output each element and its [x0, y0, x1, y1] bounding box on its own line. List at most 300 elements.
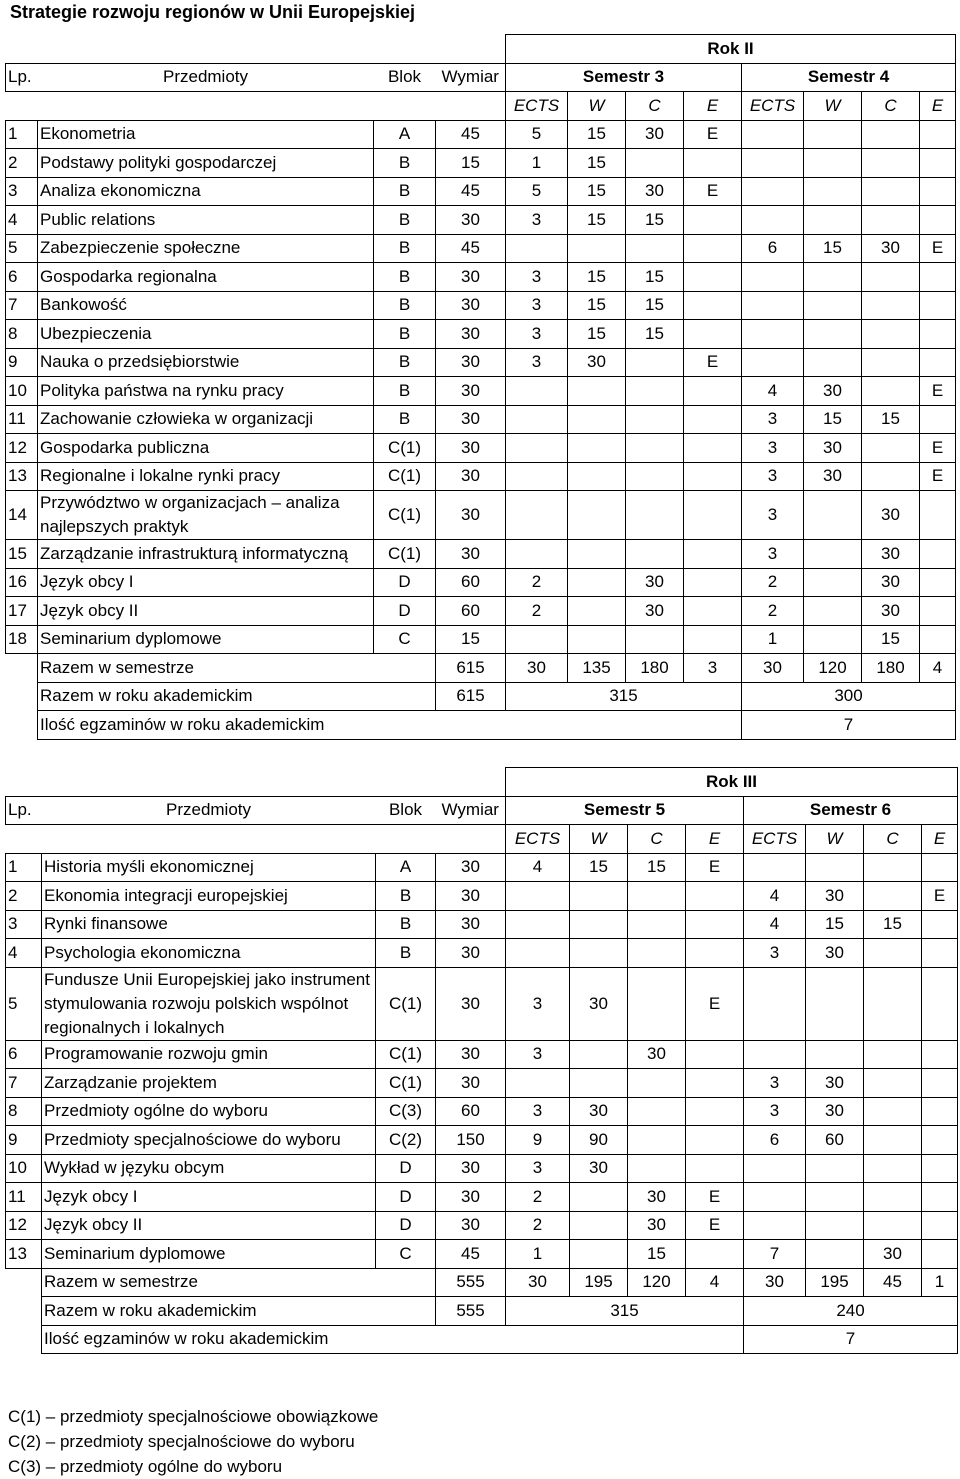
exercise-cell [626, 377, 684, 406]
exam-cell [684, 568, 742, 597]
lecture-cell [570, 910, 628, 939]
ects-cell [506, 462, 568, 491]
exam-cell [684, 597, 742, 626]
block-header: Blok [376, 796, 436, 825]
hours-cell: 30 [436, 405, 506, 434]
ects-cell [744, 1211, 806, 1240]
lecture-cell: 15 [568, 120, 626, 149]
ects-cell: 1 [742, 625, 804, 654]
footnotes [8, 1404, 378, 1479]
exercise-cell: 15 [628, 853, 686, 882]
exam-cell [922, 939, 958, 968]
footnote: C(1) – przedmioty specjalnościowe obowiązkowe [8, 1407, 379, 1426]
exam-cell [920, 540, 956, 569]
lecture-header: W [570, 825, 628, 854]
ects-cell: 3 [506, 320, 568, 349]
exam-cell [920, 149, 956, 178]
year-total-label: Razem w roku akademickim [38, 682, 436, 711]
subject-name-cell: Zabezpieczenie społeczne [38, 234, 374, 263]
exercise-cell [864, 939, 922, 968]
subject-name-cell: Ekonomia integracji europejskiej [42, 882, 376, 911]
course-row [6, 1154, 958, 1183]
exercise-cell [862, 434, 920, 463]
total-cell: 135 [568, 654, 626, 683]
subject-name-cell: Nauka o przedsiębiorstwie [38, 348, 374, 377]
exercise-cell [862, 206, 920, 235]
block-cell: B [374, 177, 436, 206]
hours-cell: 30 [436, 263, 506, 292]
exercise-cell [628, 1069, 686, 1098]
ects-cell: 3 [506, 1154, 570, 1183]
course-row [6, 853, 958, 882]
exercise-cell: 15 [626, 206, 684, 235]
block-cell: C [376, 1240, 436, 1269]
hours-cell: 45 [436, 177, 506, 206]
hours-cell: 30 [436, 853, 506, 882]
subject-name-cell: Gospodarka publiczna [38, 434, 374, 463]
ects-cell [506, 939, 570, 968]
sub-header-row [6, 825, 958, 854]
ects-cell [506, 1069, 570, 1098]
ects-cell [742, 263, 804, 292]
lecture-header: W [804, 92, 862, 121]
exercise-cell [864, 1154, 922, 1183]
exam-count-value: 7 [744, 1325, 958, 1354]
hours-cell: 30 [436, 540, 506, 569]
exam-cell [684, 625, 742, 654]
exam-cell [920, 597, 956, 626]
block-cell: C(1) [374, 434, 436, 463]
ects-cell [506, 234, 568, 263]
semester-total-row [6, 1268, 958, 1297]
block-cell: B [374, 263, 436, 292]
block-cell: B [376, 910, 436, 939]
block-cell: A [374, 120, 436, 149]
block-cell: D [374, 597, 436, 626]
page-title: Strategie rozwoju regionów w Unii Europejskiej [10, 2, 416, 22]
ects-cell [506, 625, 568, 654]
exam-cell [684, 462, 742, 491]
exam-cell [684, 234, 742, 263]
ects-cell: 3 [744, 1069, 806, 1098]
exercise-cell: 30 [628, 1040, 686, 1069]
course-row [6, 1240, 958, 1269]
hours-cell: 30 [436, 348, 506, 377]
exam-cell [686, 1240, 744, 1269]
ects-header: ECTS [742, 92, 804, 121]
lecture-cell [568, 462, 626, 491]
course-row [6, 291, 956, 320]
ects-cell [506, 491, 568, 540]
subject-name-cell: Język obcy I [38, 568, 374, 597]
semester-a-ects-total: 315 [506, 1297, 744, 1326]
exercise-cell [628, 1126, 686, 1155]
exercise-cell: 15 [862, 405, 920, 434]
year-total-hours: 555 [436, 1297, 506, 1326]
total-hours: 615 [436, 654, 506, 683]
block-cell: B [374, 206, 436, 235]
subject-name-cell: Zarządzanie projektem [42, 1069, 376, 1098]
exercise-cell [862, 348, 920, 377]
subjects-header: Przedmioty [38, 63, 374, 92]
lecture-cell: 15 [804, 234, 862, 263]
ects-cell [744, 853, 806, 882]
subject-name-cell: Zarządzanie infrastrukturą informatyczną [38, 540, 374, 569]
row-number-cell: 12 [6, 434, 38, 463]
hours-cell: 30 [436, 1040, 506, 1069]
total-cell: 3 [684, 654, 742, 683]
exercise-cell: 30 [626, 177, 684, 206]
exam-cell [686, 1097, 744, 1126]
total-cell: 120 [804, 654, 862, 683]
lecture-cell: 30 [570, 967, 628, 1040]
lecture-cell [804, 206, 862, 235]
hours-cell: 30 [436, 491, 506, 540]
exercise-cell: 30 [864, 1240, 922, 1269]
ects-cell: 4 [506, 853, 570, 882]
row-number-cell: 3 [6, 177, 38, 206]
block-cell: B [374, 291, 436, 320]
ects-cell [506, 910, 570, 939]
total-cell: 195 [806, 1268, 864, 1297]
exercise-cell: 30 [862, 568, 920, 597]
exam-cell [684, 434, 742, 463]
row-number-cell: 8 [6, 320, 38, 349]
hours-header: Wymiar [436, 796, 506, 825]
block-cell: C(3) [376, 1097, 436, 1126]
lecture-cell [804, 320, 862, 349]
row-number-cell: 11 [6, 405, 38, 434]
exercise-cell [862, 291, 920, 320]
subject-name-cell: Seminarium dyplomowe [42, 1240, 376, 1269]
exam-cell [922, 910, 958, 939]
total-cell: 180 [862, 654, 920, 683]
block-cell: B [374, 320, 436, 349]
subject-name-cell: Programowanie rozwoju gmin [42, 1040, 376, 1069]
exam-cell: E [686, 967, 744, 1040]
exam-count-row [6, 1325, 958, 1354]
block-cell: B [376, 939, 436, 968]
lecture-cell [570, 882, 628, 911]
semester-a-ects-total: 315 [506, 682, 742, 711]
exam-cell [686, 1069, 744, 1098]
exam-cell: E [922, 882, 958, 911]
row-number-cell: 2 [6, 882, 42, 911]
ects-cell: 3 [506, 1097, 570, 1126]
subject-name-cell: Public relations [38, 206, 374, 235]
ects-cell: 2 [506, 568, 568, 597]
lecture-cell [568, 491, 626, 540]
row-number-cell: 11 [6, 1183, 42, 1212]
exam-cell: E [684, 348, 742, 377]
row-number-cell: 6 [6, 263, 38, 292]
subject-name-cell: Język obcy II [42, 1211, 376, 1240]
exam-cell: E [920, 462, 956, 491]
semester-b-ects-total: 300 [742, 682, 956, 711]
ects-cell [506, 540, 568, 569]
ects-cell: 5 [506, 120, 568, 149]
lecture-cell: 30 [804, 462, 862, 491]
year-header-row [6, 768, 958, 797]
lecture-cell [570, 939, 628, 968]
ects-cell: 2 [742, 568, 804, 597]
exam-cell [684, 405, 742, 434]
row-number-cell: 4 [6, 939, 42, 968]
curriculum-table-year-3 [5, 767, 958, 1354]
ects-cell [742, 120, 804, 149]
hours-cell: 60 [436, 568, 506, 597]
course-row [6, 206, 956, 235]
lecture-cell: 15 [806, 910, 864, 939]
lecture-cell: 15 [568, 149, 626, 178]
lecture-cell [804, 540, 862, 569]
ects-header: ECTS [506, 825, 570, 854]
ects-header: ECTS [744, 825, 806, 854]
subject-name-cell: Podstawy polityki gospodarczej [38, 149, 374, 178]
hours-cell: 30 [436, 1069, 506, 1098]
subject-name-cell: Historia myśli ekonomicznej [42, 853, 376, 882]
exercise-cell [864, 1211, 922, 1240]
course-row [6, 910, 958, 939]
subject-name-cell: Fundusze Unii Europejskiej jako instrument stymulowania rozwoju polskich wspólnot regionalnych i lokalnych [42, 967, 376, 1040]
ects-cell: 2 [506, 1183, 570, 1212]
hours-cell: 150 [436, 1126, 506, 1155]
total-cell: 4 [686, 1268, 744, 1297]
ects-cell: 3 [506, 263, 568, 292]
course-rows [6, 853, 958, 1268]
sub-header-row [6, 92, 956, 121]
block-cell: C(1) [374, 462, 436, 491]
course-rows [6, 120, 956, 654]
course-row [6, 597, 956, 626]
lecture-cell [570, 1183, 628, 1212]
lecture-cell: 90 [570, 1126, 628, 1155]
exam-count-label: Ilość egzaminów w roku akademickim [42, 1325, 744, 1354]
subject-name-cell: Przedmioty ogólne do wyboru [42, 1097, 376, 1126]
exercise-cell: 15 [626, 291, 684, 320]
exam-header: E [686, 825, 744, 854]
row-number-cell: 12 [6, 1211, 42, 1240]
exam-cell [686, 882, 744, 911]
row-number-cell: 5 [6, 967, 42, 1040]
ects-cell: 3 [506, 206, 568, 235]
exercise-cell [862, 320, 920, 349]
block-header: Blok [374, 63, 436, 92]
exam-cell [684, 263, 742, 292]
ects-cell [742, 291, 804, 320]
ects-cell: 1 [506, 149, 568, 178]
hours-cell: 30 [436, 1183, 506, 1212]
year-total-hours: 615 [436, 682, 506, 711]
subject-name-cell: Zachowanie człowieka w organizacji [38, 405, 374, 434]
exercise-cell: 15 [628, 1240, 686, 1269]
block-cell: C(1) [374, 540, 436, 569]
exam-cell [684, 149, 742, 178]
exercise-cell [864, 1126, 922, 1155]
ects-cell: 3 [742, 491, 804, 540]
row-number-cell: 13 [6, 462, 38, 491]
ects-cell [506, 882, 570, 911]
lecture-cell: 30 [806, 1097, 864, 1126]
footnote: C(3) – przedmioty ogólne do wyboru [8, 1457, 283, 1476]
exercise-cell: 30 [862, 597, 920, 626]
block-cell: D [376, 1154, 436, 1183]
lecture-cell [570, 1211, 628, 1240]
ects-cell [742, 320, 804, 349]
exam-cell [684, 540, 742, 569]
exam-cell [920, 120, 956, 149]
exercise-cell: 15 [862, 625, 920, 654]
lecture-cell: 15 [570, 853, 628, 882]
lecture-cell: 15 [568, 263, 626, 292]
exercise-header: C [864, 825, 922, 854]
lecture-cell [806, 1211, 864, 1240]
subject-name-cell: Analiza ekonomiczna [38, 177, 374, 206]
lecture-cell [568, 377, 626, 406]
exam-cell: E [684, 120, 742, 149]
exam-cell [686, 910, 744, 939]
exam-cell [684, 377, 742, 406]
course-row [6, 234, 956, 263]
lecture-cell [804, 491, 862, 540]
lecture-cell [804, 263, 862, 292]
exam-cell [922, 1240, 958, 1269]
total-cell: 4 [920, 654, 956, 683]
block-cell: C(2) [376, 1126, 436, 1155]
course-row [6, 263, 956, 292]
exercise-header: C [626, 92, 684, 121]
block-cell: A [376, 853, 436, 882]
ects-cell: 4 [742, 377, 804, 406]
block-cell: B [374, 234, 436, 263]
ects-cell: 2 [506, 1211, 570, 1240]
exam-header: E [920, 92, 956, 121]
exercise-cell [864, 967, 922, 1040]
exercise-cell [626, 348, 684, 377]
exam-cell [922, 1211, 958, 1240]
subject-name-cell: Język obcy I [42, 1183, 376, 1212]
exercise-cell [626, 434, 684, 463]
exercise-cell [864, 1183, 922, 1212]
exercise-cell [628, 939, 686, 968]
subjects-header: Przedmioty [42, 796, 376, 825]
row-number-cell: 10 [6, 1154, 42, 1183]
exam-cell: E [686, 853, 744, 882]
block-cell: B [374, 405, 436, 434]
course-row [6, 462, 956, 491]
row-number-cell: 3 [6, 910, 42, 939]
row-number-cell: 4 [6, 206, 38, 235]
block-cell: C(1) [376, 967, 436, 1040]
exercise-cell: 30 [628, 1211, 686, 1240]
subject-name-cell: Psychologia ekonomiczna [42, 939, 376, 968]
ects-cell: 3 [742, 462, 804, 491]
hours-cell: 30 [436, 377, 506, 406]
course-row [6, 149, 956, 178]
exam-cell: E [920, 434, 956, 463]
exercise-cell: 15 [626, 320, 684, 349]
course-row [6, 377, 956, 406]
total-cell: 120 [628, 1268, 686, 1297]
exam-cell: E [920, 234, 956, 263]
hours-cell: 45 [436, 234, 506, 263]
exercise-cell [626, 234, 684, 263]
exam-count-row [6, 711, 956, 740]
lecture-cell [804, 149, 862, 178]
year-total-label: Razem w roku akademickim [42, 1297, 436, 1326]
exercise-cell [862, 462, 920, 491]
exercise-cell [626, 491, 684, 540]
exam-cell [922, 1183, 958, 1212]
exercise-cell [628, 967, 686, 1040]
total-hours: 555 [436, 1268, 506, 1297]
course-row [6, 1126, 958, 1155]
exam-cell [686, 1154, 744, 1183]
ects-cell [742, 206, 804, 235]
lecture-cell [568, 434, 626, 463]
row-number-cell: 10 [6, 377, 38, 406]
row-number-cell: 9 [6, 348, 38, 377]
lecture-cell [804, 120, 862, 149]
course-row [6, 967, 958, 1040]
lecture-cell [570, 1240, 628, 1269]
exam-cell [920, 405, 956, 434]
course-row [6, 348, 956, 377]
ects-cell: 6 [744, 1126, 806, 1155]
row-number-cell: 2 [6, 149, 38, 178]
block-cell: D [376, 1211, 436, 1240]
subject-name-cell: Rynki finansowe [42, 910, 376, 939]
ects-cell: 2 [742, 597, 804, 626]
course-row [6, 540, 956, 569]
semester-a-header: Semestr 3 [506, 63, 742, 92]
total-cell: 45 [864, 1268, 922, 1297]
exercise-cell [864, 1040, 922, 1069]
course-row [6, 491, 956, 540]
total-cell: 195 [570, 1268, 628, 1297]
semester-total-label: Razem w semestrze [42, 1268, 436, 1297]
ects-cell: 3 [506, 348, 568, 377]
semester-header-row [6, 63, 956, 92]
semester-b-header: Semestr 4 [742, 63, 956, 92]
block-cell: C(1) [376, 1069, 436, 1098]
exam-cell: E [686, 1211, 744, 1240]
subject-name-cell: Bankowość [38, 291, 374, 320]
row-number-cell: 8 [6, 1097, 42, 1126]
semester-total-row [6, 654, 956, 683]
ects-cell: 2 [506, 597, 568, 626]
subject-name-cell: Polityka państwa na rynku pracy [38, 377, 374, 406]
year-header-row [6, 35, 956, 64]
course-row [6, 320, 956, 349]
lecture-cell [568, 597, 626, 626]
exercise-cell: 30 [626, 597, 684, 626]
course-row [6, 405, 956, 434]
block-cell: B [374, 348, 436, 377]
lecture-cell [806, 853, 864, 882]
hours-cell: 30 [436, 462, 506, 491]
hours-cell: 60 [436, 1097, 506, 1126]
semester-b-ects-total: 240 [744, 1297, 958, 1326]
lecture-cell: 30 [570, 1097, 628, 1126]
total-cell: 30 [742, 654, 804, 683]
exam-cell [922, 853, 958, 882]
exam-cell [922, 967, 958, 1040]
exam-cell: E [686, 1183, 744, 1212]
lecture-cell [568, 625, 626, 654]
hours-cell: 60 [436, 597, 506, 626]
subject-name-cell: Ubezpieczenia [38, 320, 374, 349]
